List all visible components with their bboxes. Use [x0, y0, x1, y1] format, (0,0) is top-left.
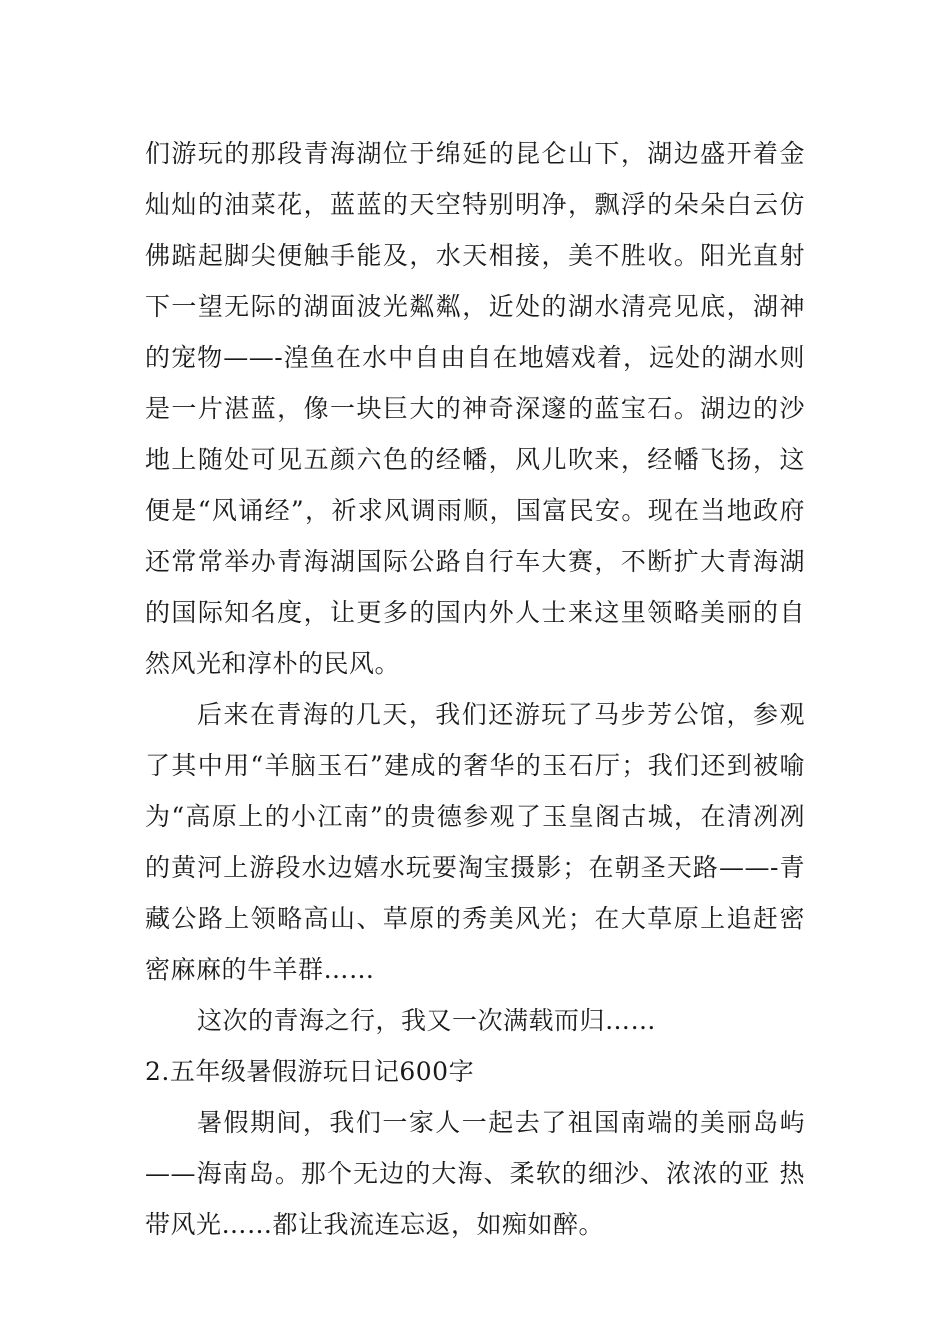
paragraph-qinghai-lake: 们游玩的那段青海湖位于绵延的昆仑山下，湖边盛开着金灿灿的油菜花，蓝蓝的天空特别明净，飘浮的朵朵白云仿佛踮起脚尖便触手能及，水天相接，美不胜收。阳光直射下一望无际的湖面波光粼粼，近处的湖水清亮见底，湖神的宠物——-湟鱼在水中自由自在地嬉戏着，远处的湖水则是一片湛蓝，像一块巨大的神奇深邃的蓝宝石。湖边的沙地上随处可见五颜六色的经幡，风儿吹来，经幡飞扬，这便是“风诵经”，祈求风调雨顺，国富民安。现在当地政府还常常举办青海湖国际公路自行车大赛，不断扩大青海湖的国际知名度，让更多的国内外人士来这里领略美丽的自然风光和淳朴的民风。 — [145, 139, 805, 678]
paragraph-hainan: 暑假期间，我们一家人一起去了祖国南端的美丽岛屿——海南岛。那个无边的大海、柔软的细沙、浓浓的亚 热带风光……都让我流连忘返，如痴如醉。 — [145, 1108, 805, 1239]
document-body — [145, 128, 805, 1250]
section-heading: 2.五年级暑假游玩日记600字 — [145, 1057, 475, 1086]
paragraph-trip-summary: 这次的青海之行，我又一次满载而归…… — [197, 1006, 657, 1035]
paragraph-later-days: 后来在青海的几天，我们还游玩了马步芳公馆，参观了其中用“羊脑玉石”建成的奢华的玉石厅；我们还到被喻为“高原上的小江南”的贵德参观了玉皇阁古城，在清冽冽的黄河上游段水边嬉水玩要淘宝摄影；在朝圣天路——-青藏公路上领略高山、草原的秀美风光；在大草原上追赶密密麻麻的牛羊群…… — [145, 700, 805, 984]
